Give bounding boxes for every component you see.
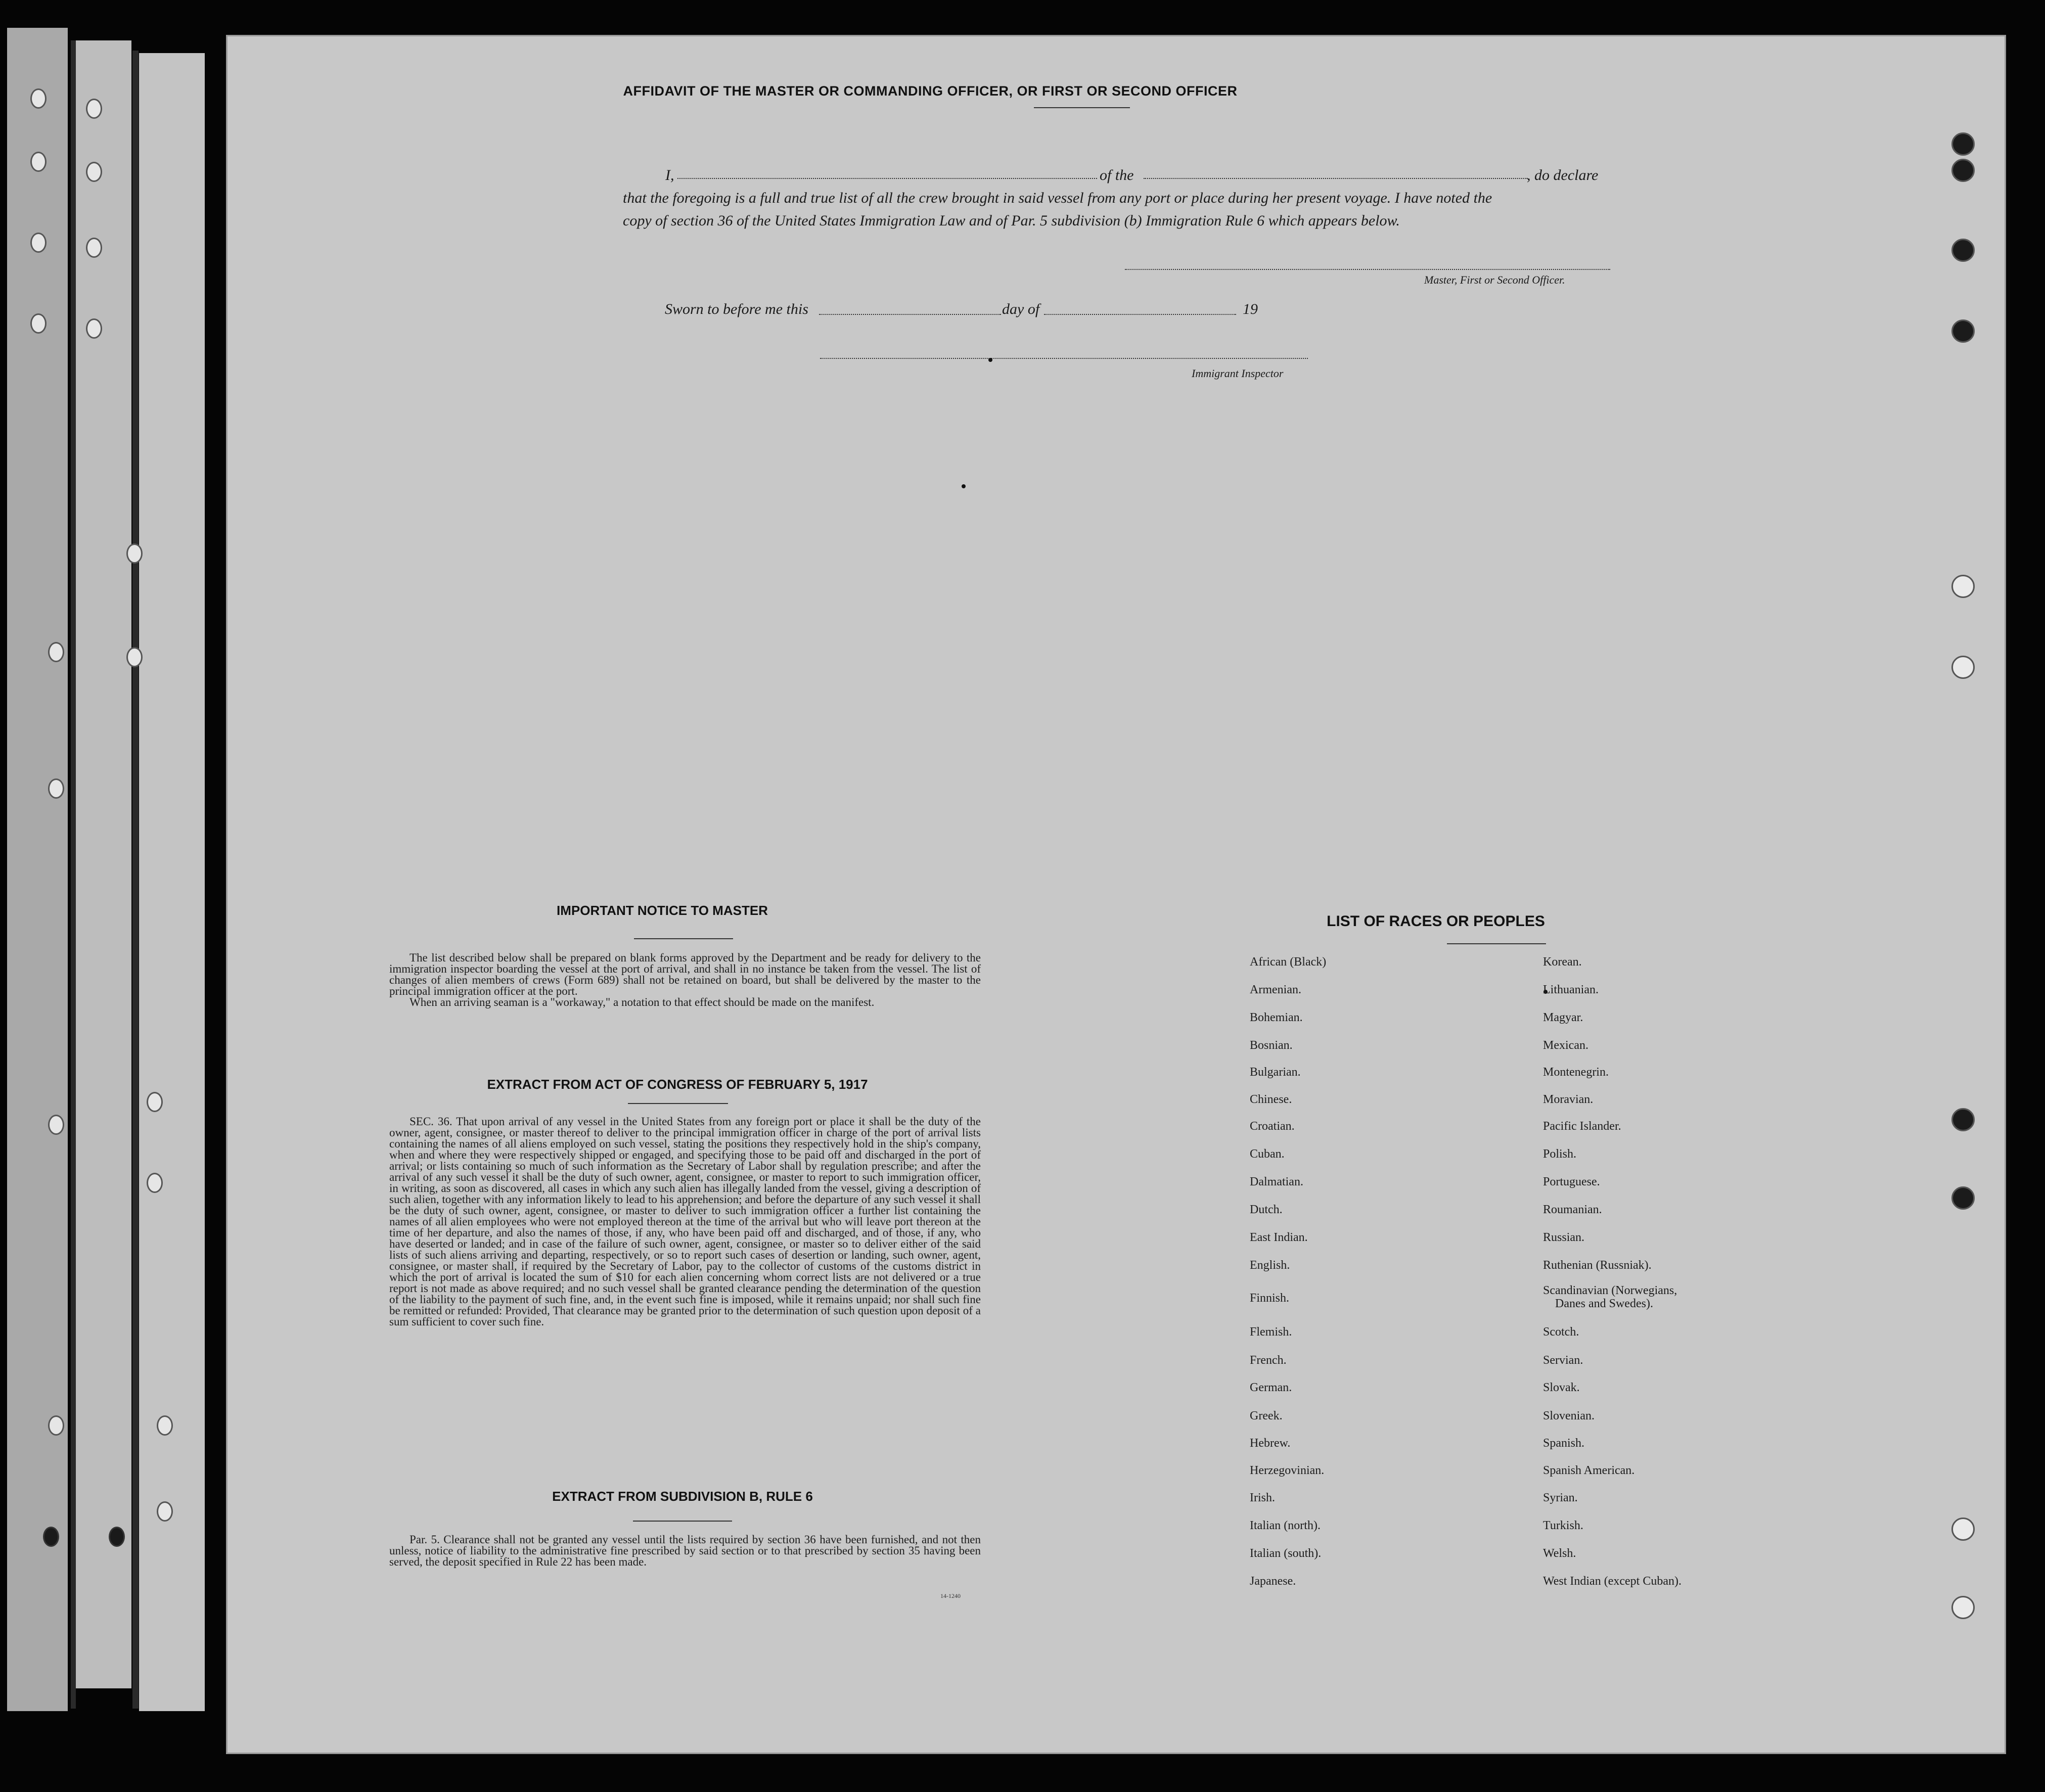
race-right-14: Scotch. — [1543, 1325, 1579, 1339]
race-right-15: Servian. — [1543, 1354, 1583, 1367]
race-right-23: West Indian (except Cuban). — [1543, 1575, 1682, 1588]
race-left-2: Armenian. — [1250, 983, 1301, 996]
par-5-text: Par. 5. Clearance shall not be granted any vessel until the lists required by section 36 have been furnished, and not then unless, notice of liability to the administrative fine prescribed by said section or to that prescribed by section 35 having been served, the deposit specified in Rule 22 has been made. — [389, 1533, 981, 1568]
race-left-1: African (Black) — [1250, 955, 1327, 969]
punch-hole — [126, 647, 143, 667]
race-right-16: Slovak. — [1543, 1381, 1580, 1394]
punch-hole — [30, 88, 47, 109]
notice-rule — [634, 938, 733, 939]
punch-hole — [1951, 575, 1975, 598]
race-left-9: Dalmatian. — [1250, 1175, 1303, 1188]
race-right-3: Magyar. — [1543, 1011, 1583, 1024]
extract-rule-text — [389, 1534, 981, 1568]
punch-hole — [48, 1115, 64, 1135]
sworn-month-blank[interactable] — [1044, 314, 1236, 315]
binding-tape — [71, 40, 76, 1709]
extract-rule-title: EXTRACT FROM SUBDIVISION B, RULE 6 — [552, 1489, 813, 1504]
punch-hole — [147, 1173, 163, 1193]
notice-text — [389, 952, 981, 1008]
year-label: 19 — [1243, 301, 1258, 317]
race-left-12: English. — [1250, 1259, 1290, 1272]
race-right-21: Turkish. — [1543, 1519, 1583, 1532]
sworn-label: Sworn to before me this — [665, 301, 808, 317]
punch-hole — [109, 1527, 125, 1547]
race-right-12: Ruthenian (Russniak). — [1543, 1259, 1652, 1272]
race-left-10: Dutch. — [1250, 1203, 1283, 1216]
binding-strip-3 — [139, 53, 205, 1711]
punch-hole — [30, 313, 47, 334]
inspector-caption: Immigrant Inspector — [1192, 367, 1284, 380]
race-right-11: Russian. — [1543, 1231, 1585, 1244]
race-left-14: Flemish. — [1250, 1325, 1292, 1339]
race-left-18: Hebrew. — [1250, 1437, 1291, 1450]
punch-hole — [147, 1092, 163, 1112]
affidavit-body-line-1: that the foregoing is a full and true list of all the crew brought in said vessel from any port or place during her present voyage. I have noted the — [623, 190, 1492, 206]
punch-hole — [48, 642, 64, 662]
punch-hole — [1951, 1596, 1975, 1619]
race-left-6: Chinese. — [1250, 1093, 1292, 1106]
punch-hole — [86, 162, 102, 182]
signature-caption: Master, First or Second Officer. — [1424, 273, 1565, 286]
punch-hole — [43, 1527, 59, 1547]
notice-title: IMPORTANT NOTICE TO MASTER — [557, 903, 768, 918]
extract-act-title: EXTRACT FROM ACT OF CONGRESS OF FEBRUARY 5, 1917 — [487, 1077, 868, 1092]
punch-hole — [1951, 1186, 1975, 1210]
punch-hole — [1951, 1108, 1975, 1131]
punch-hole — [126, 543, 143, 564]
race-left-22: Italian (south). — [1250, 1547, 1322, 1560]
extract-act-rule — [628, 1103, 728, 1104]
form-number: 14-1240 — [940, 1592, 961, 1599]
race-left-5: Bulgarian. — [1250, 1066, 1301, 1079]
punch-hole — [1951, 132, 1975, 156]
race-right-20: Syrian. — [1543, 1491, 1578, 1504]
race-left-20: Irish. — [1250, 1491, 1275, 1504]
punch-hole — [48, 778, 64, 799]
punch-hole — [86, 99, 102, 119]
affidavit-title: AFFIDAVIT OF THE MASTER OR COMMANDING OFFICER, OR FIRST OR SECOND OFFICER — [623, 83, 1238, 99]
race-left-21: Italian (north). — [1250, 1519, 1321, 1532]
race-right-9: Portuguese. — [1543, 1175, 1600, 1188]
punch-hole — [86, 318, 102, 339]
race-right-22: Welsh. — [1543, 1547, 1576, 1560]
race-left-3: Bohemian. — [1250, 1011, 1303, 1024]
race-right-8: Polish. — [1543, 1147, 1577, 1161]
speck — [962, 484, 966, 488]
section-36-text: SEC. 36. That upon arrival of any vessel in the United States from any foreign port or place it shall be the duty of the owner, agent, consignee, or master thereof to deliver to the principal immigration officer in charge of the port of arrival lists containing the names of all aliens employed on such vessel, stating the positions they respectively hold in the ship's company, when and where they were respectively shipped or engaged, and specifying those to be paid off and discharged in the port of arrival; or lists containing so much of such information as the Secretary of Labor shall by regulation prescribe; and after the arrival of any such vessel it shall be the duty of such owner, agent, consignee, or master to report to such immigration officer, in writing, as soon as discovered, all cases in which any such alien has illegally landed from the vessel, giving a description of such alien, together with any information likely to lead to his apprehension; and before the departure of any such vessel it shall be the duty of such owner, agent, consignee, or master to deliver to such immigration officer a further list containing the names of all alien employees who were not employed thereon at the time of the arrival but who will leave port thereon at the time of her departure, and also the names of those, if any, who have been paid off and discharged, and of those, if any, who have deserted or landed; and in case of the failure of such owner, agent, consignee, or master so to deliver either of the said lists of such aliens arriving and departing, respectively, or so to report such cases of desertion or landing, such owner, agent, consignee, or master shall, if required by the Secretary of Labor, pay to the collector of customs of the customs district in which the port of arrival is located the sum of $10 for each alien concerning whom correct lists are not delivered or a true report is not made as above required; and no such vessel shall be granted clearance pending the determination of the question of the liability to the payment of such fine, and, in the event such fine is imposed, while it remains unpaid; nor shall such fine be remitted or refunded: Provided, That clearance may be granted prior to the determination of such question upon deposit of a sum sufficient to cover such fine. — [389, 1115, 981, 1328]
race-right-6: Moravian. — [1543, 1093, 1594, 1106]
races-title: LIST OF RACES OR PEOPLES — [1327, 913, 1545, 930]
punch-hole — [1951, 159, 1975, 182]
affidavit-body-line-2: copy of section 36 of the United States Immigration Law and of Par. 5 subdivision (b) Immigration Rule 6 which appears below. — [623, 212, 1400, 229]
races-rule — [1447, 943, 1546, 944]
punch-hole — [157, 1501, 173, 1522]
of-the-label: of the — [1100, 167, 1134, 183]
binding-strip-1 — [7, 28, 68, 1711]
sworn-day-blank[interactable] — [819, 314, 1001, 315]
race-left-8: Cuban. — [1250, 1147, 1285, 1161]
race-right-17: Slovenian. — [1543, 1409, 1595, 1422]
race-left-15: French. — [1250, 1354, 1287, 1367]
speck — [988, 358, 992, 362]
race-right-5: Montenegrin. — [1543, 1066, 1609, 1079]
i-label: I, — [665, 167, 674, 183]
race-left-17: Greek. — [1250, 1409, 1283, 1422]
race-left-16: German. — [1250, 1381, 1292, 1394]
punch-hole — [1951, 656, 1975, 679]
race-left-7: Croatian. — [1250, 1120, 1295, 1133]
race-right-18: Spanish. — [1543, 1437, 1585, 1450]
punch-hole — [86, 238, 102, 258]
race-right-1: Korean. — [1543, 955, 1582, 969]
punch-hole — [48, 1415, 64, 1436]
race-right-4: Mexican. — [1543, 1039, 1588, 1052]
race-right-10: Roumanian. — [1543, 1203, 1602, 1216]
race-left-4: Bosnian. — [1250, 1039, 1293, 1052]
binding-tape — [132, 51, 139, 1709]
race-left-23: Japanese. — [1250, 1575, 1296, 1588]
race-right-7: Pacific Islander. — [1543, 1120, 1621, 1133]
race-right-19: Spanish American. — [1543, 1464, 1635, 1477]
punch-hole — [30, 152, 47, 172]
name-blank[interactable] — [677, 178, 1097, 179]
punch-hole — [157, 1415, 173, 1436]
binding-strip-2 — [76, 40, 131, 1688]
race-left-13: Finnish. — [1250, 1292, 1290, 1305]
race-right-2: Lithuanian. — [1543, 983, 1599, 996]
notice-paragraph-1: The list described below shall be prepared on blank forms approved by the Department and be ready for delivery to the immigration inspector boarding the vessel at the port of arrival, and shall in no instance be taken from the vessel. The list of changes of alien members of crews (Form 689) shall not be retained on board, but shall be delivered by the master to the principal immigration officer at the port. — [389, 951, 981, 997]
title-rule — [1034, 107, 1130, 108]
extract-act-text — [389, 1116, 981, 1327]
race-right-13: Scandinavian (Norwegians, Danes and Swedes). — [1543, 1284, 1677, 1310]
race-left-19: Herzegovinian. — [1250, 1464, 1325, 1477]
signature-blank[interactable] — [1125, 269, 1610, 270]
do-declare-label: , do declare — [1527, 167, 1599, 183]
punch-hole — [1951, 1518, 1975, 1541]
extract-rule-rule — [633, 1521, 732, 1522]
notice-paragraph-2: When an arriving seaman is a "workaway," a notation to that effect should be made on the manifest. — [410, 996, 875, 1008]
punch-hole — [30, 233, 47, 253]
punch-hole — [1951, 319, 1975, 343]
day-of-label: day of — [1002, 301, 1040, 317]
vessel-blank[interactable] — [1144, 178, 1528, 179]
inspector-signature-blank[interactable] — [820, 358, 1308, 359]
punch-hole — [1951, 239, 1975, 262]
race-left-11: East Indian. — [1250, 1231, 1308, 1244]
